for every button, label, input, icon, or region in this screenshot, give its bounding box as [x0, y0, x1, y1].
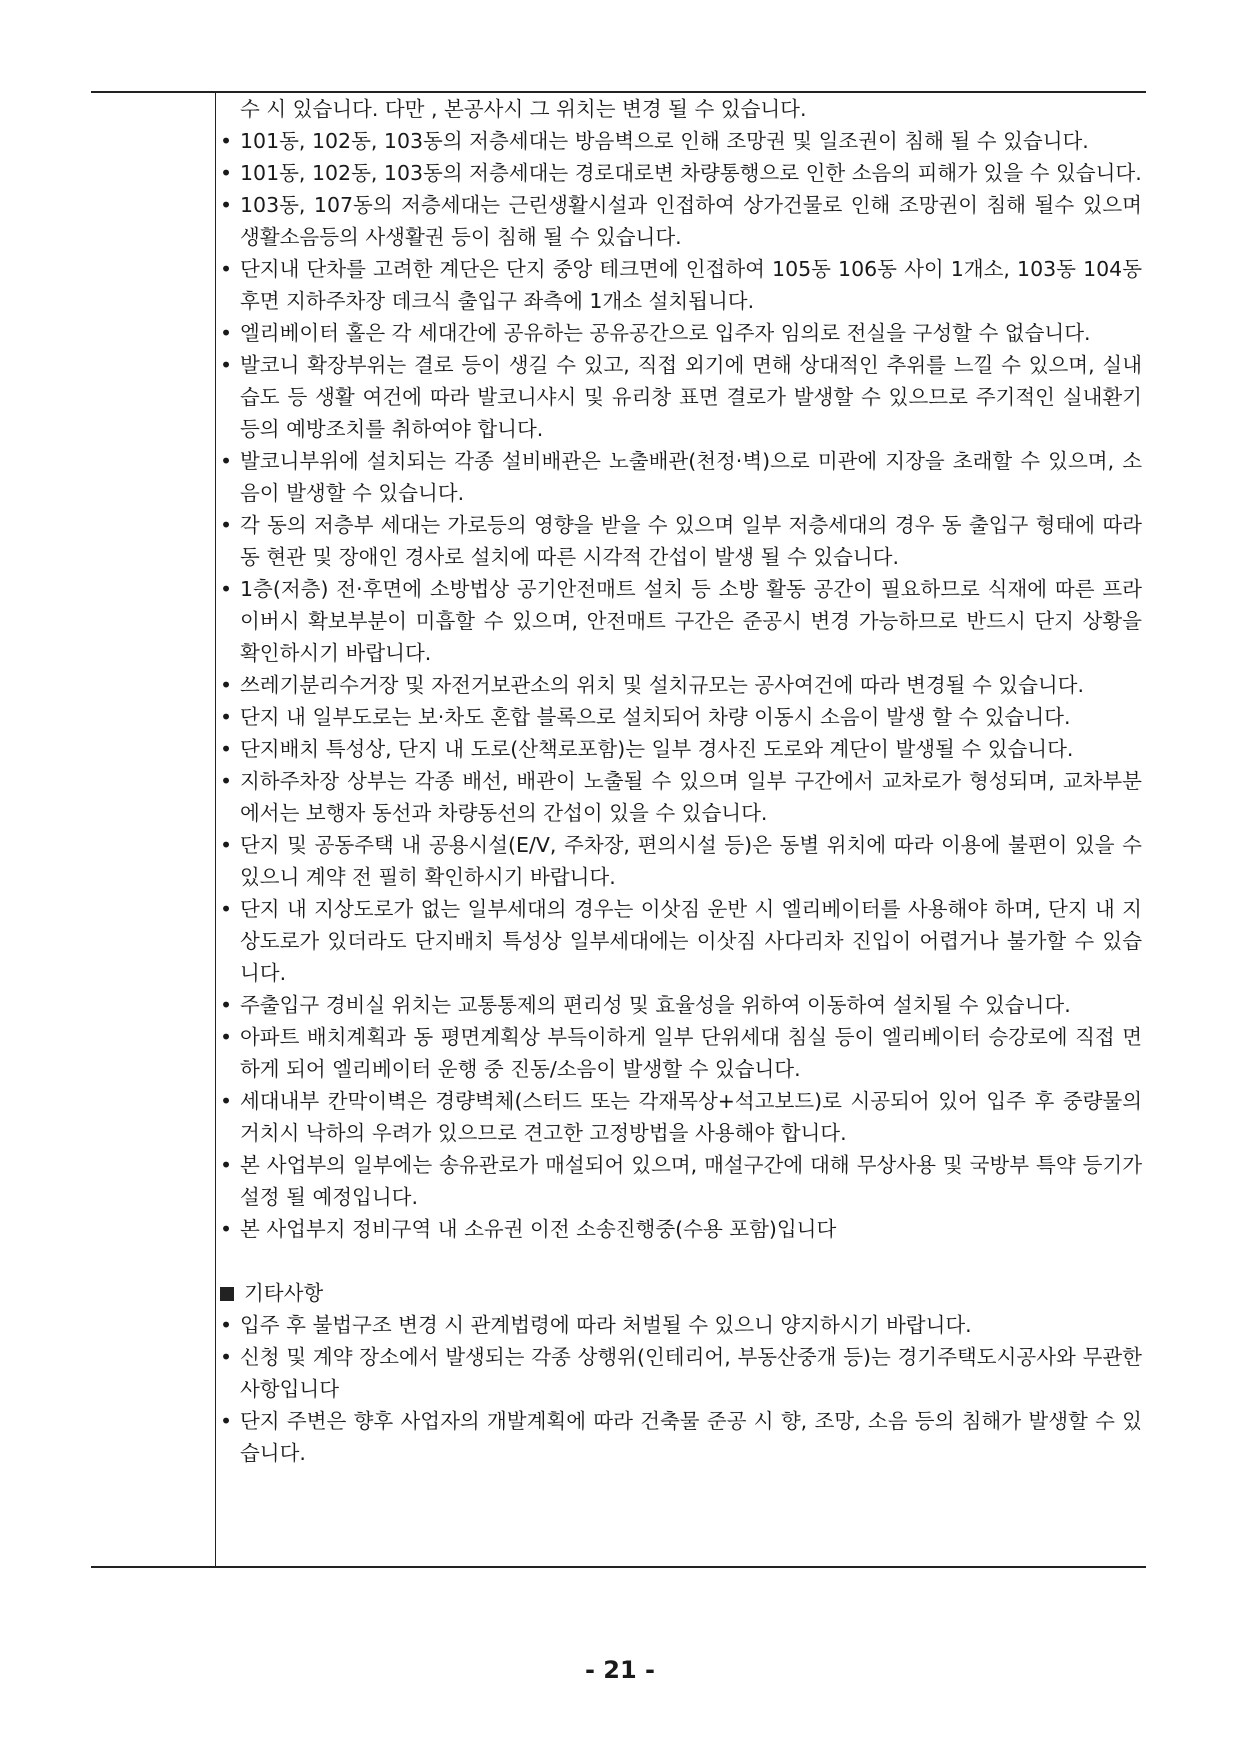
other-section-heading — [218, 1277, 1142, 1309]
notice-item: • 각 동의 저층부 세대는 가로등의 영향을 받을 수 있으며 일부 저층세대의 경우 동 출입구 형태에 따라 동 현관 및 장애인 경사로 설치에 따른 시각적 간섭이 발생 될 수 있습니다. — [218, 509, 1142, 573]
notice-item: • 단지배치 특성상, 단지 내 도로(산책로포함)는 일부 경사진 도로와 계단이 발생될 수 있습니다. — [218, 733, 1142, 765]
notice-item: • 단지 내 일부도로는 보·차도 혼합 블록으로 설치되어 차량 이동시 소음이 발생 할 수 있습니다. — [218, 701, 1142, 733]
notice-item: • 본 사업부지 정비구역 내 소유권 이전 소송진행중(수용 포함)입니다 — [218, 1213, 1142, 1245]
notice-item: • 101동, 102동, 103동의 저층세대는 방음벽으로 인해 조망권 및 일조권이 침해 될 수 있습니다. — [218, 125, 1142, 157]
category-column — [91, 93, 216, 1566]
notice-list — [218, 125, 1142, 1469]
notice-item: • 단지내 단차를 고려한 계단은 단지 중앙 테크면에 인접하여 105동 106동 사이 1개소, 103동 104동 후면 지하주차장 데크식 출입구 좌측에 1개소 설치됩니다. — [218, 253, 1142, 317]
notice-item: • 1층(저층) 전·후면에 소방법상 공기안전매트 설치 등 소방 활동 공간이 필요하므로 식재에 따른 프라이버시 확보부분이 미흡할 수 있으며, 안전매트 구간은 준공시 변경 가능하므로 반드시 단지 상황을 확인하시기 바랍니다. — [218, 573, 1142, 669]
notice-table — [91, 91, 1146, 1568]
notice-item: • 단지 및 공동주택 내 공용시설(E/V, 주차장, 편의시설 등)은 동별 위치에 따라 이용에 불편이 있을 수 있으니 계약 전 필히 확인하시기 바랍니다. — [218, 829, 1142, 893]
other-item: • 입주 후 불법구조 변경 시 관계법령에 따라 처벌될 수 있으니 양지하시기 바랍니다. — [218, 1309, 1142, 1341]
other-section-title: 기타사항 — [244, 1281, 324, 1305]
continuation-line: 수 시 있습니다. 다만 , 본공사시 그 위치는 변경 될 수 있습니다. — [240, 97, 807, 121]
page-number: - 21 - — [584, 1656, 656, 1684]
notice-item: • 발코니부위에 설치되는 각종 설비배관은 노출배관(천정·벽)으로 미관에 지장을 초래할 수 있으며, 소음이 발생할 수 있습니다. — [218, 445, 1142, 509]
content-column — [218, 93, 1146, 1566]
notice-item: • 세대내부 칸막이벽은 경량벽체(스터드 또는 각재목상+석고보드)로 시공되어 있어 입주 후 중량물의 거치시 낙하의 우려가 있으므로 견고한 고정방법을 사용해야 합니다. — [218, 1085, 1142, 1149]
notice-item: • 본 사업부의 일부에는 송유관로가 매설되어 있으며, 매설구간에 대해 무상사용 및 국방부 특약 등기가 설정 될 예정입니다. — [218, 1149, 1142, 1213]
square-bullet-icon — [220, 1287, 234, 1301]
other-item: • 단지 주변은 향후 사업자의 개발계획에 따라 건축물 준공 시 향, 조망, 소음 등의 침해가 발생할 수 있습니다. — [218, 1405, 1142, 1469]
notice-item: • 아파트 배치계획과 동 평면계획상 부득이하게 일부 단위세대 침실 등이 엘리베이터 승강로에 직접 면하게 되어 엘리베이터 운행 중 진동/소음이 발생할 수 있습니다. — [218, 1021, 1142, 1085]
notice-item: • 지하주차장 상부는 각종 배선, 배관이 노출될 수 있으며 일부 구간에서 교차로가 형성되며, 교차부분에서는 보행자 동선과 차량동선의 간섭이 있을 수 있습니다. — [218, 765, 1142, 829]
other-item: • 신청 및 계약 장소에서 발생되는 각종 상행위(인테리어, 부동산중개 등)는 경기주택도시공사와 무관한 사항입니다 — [218, 1341, 1142, 1405]
notice-item: • 발코니 확장부위는 결로 등이 생길 수 있고, 직접 외기에 면해 상대적인 추위를 느낄 수 있으며, 실내습도 등 생활 여건에 따라 발코니샤시 및 유리창 표면 결로가 발생할 수 있으므로 주기적인 실내환기 등의 예방조치를 취하여야 합니다. — [218, 349, 1142, 445]
notice-item: • 엘리베이터 홀은 각 세대간에 공유하는 공유공간으로 입주자 임의로 전실을 구성할 수 없습니다. — [218, 317, 1142, 349]
notice-item: • 쓰레기분리수거장 및 자전거보관소의 위치 및 설치규모는 공사여건에 따라 변경될 수 있습니다. — [218, 669, 1142, 701]
notice-item: • 단지 내 지상도로가 없는 일부세대의 경우는 이삿짐 운반 시 엘리베이터를 사용해야 하며, 단지 내 지상도로가 있더라도 단지배치 특성상 일부세대에는 이삿짐 사다리차 진입이 어렵거나 불가할 수 있습니다. — [218, 893, 1142, 989]
notice-item: • 103동, 107동의 저층세대는 근린생활시설과 인접하여 상가건물로 인해 조망권이 침해 될수 있으며 생활소음등의 사생활권 등이 침해 될 수 있습니다. — [218, 189, 1142, 253]
notice-item: • 101동, 102동, 103동의 저층세대는 경로대로변 차량통행으로 인한 소음의 피해가 있을 수 있습니다. — [218, 157, 1142, 189]
notice-item: • 주출입구 경비실 위치는 교통통제의 편리성 및 효율성을 위하여 이동하여 설치될 수 있습니다. — [218, 989, 1142, 1021]
